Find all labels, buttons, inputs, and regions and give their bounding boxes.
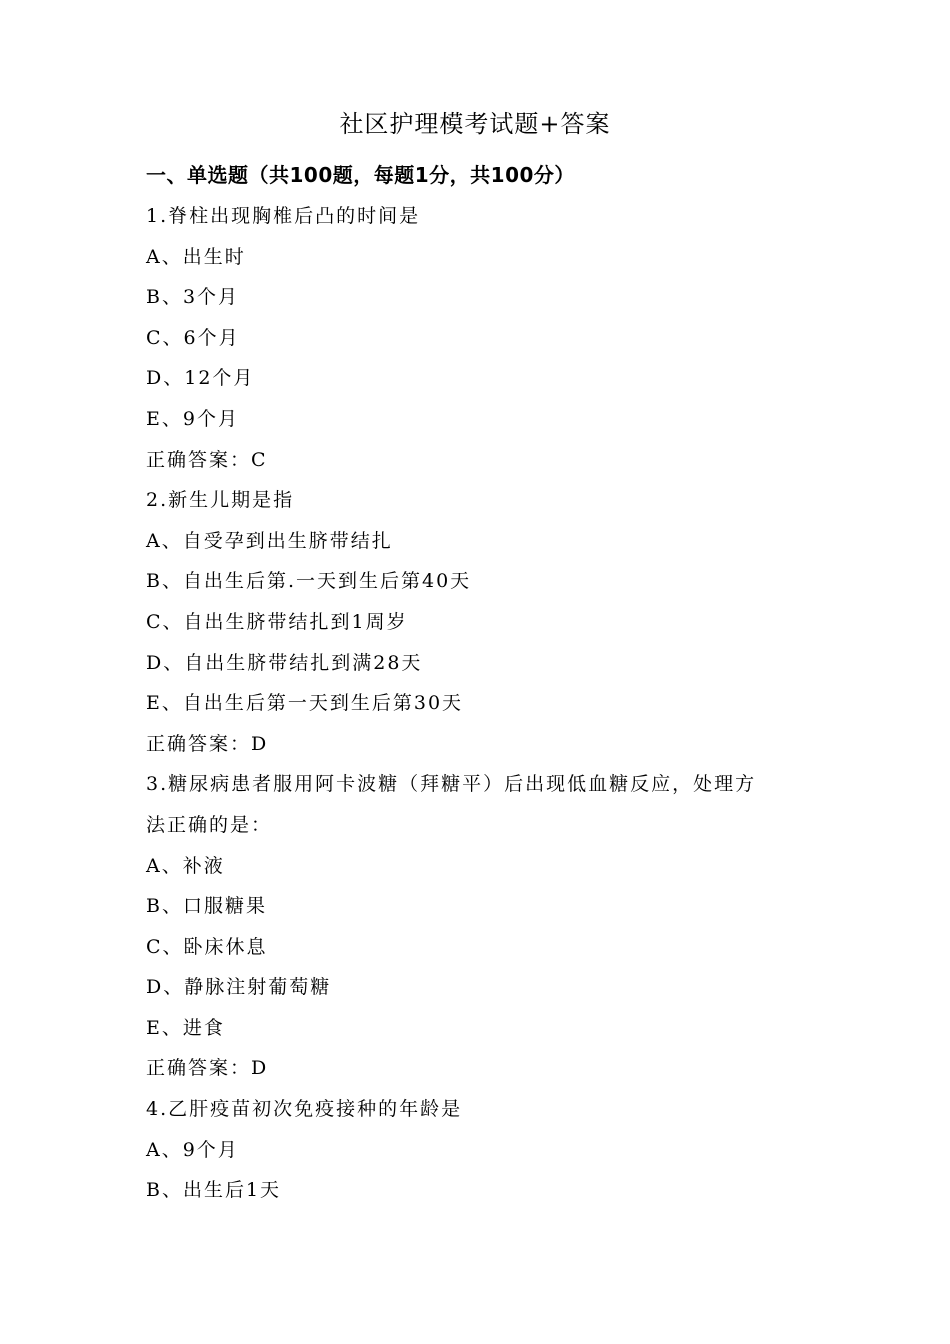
option-a: A、9个月 xyxy=(146,1138,239,1161)
section-heading: 一、单选题（共100题，每题1分，共100分） xyxy=(146,163,575,187)
answer: 正确答案：D xyxy=(146,732,269,755)
option-d: D、静脉注射葡萄糖 xyxy=(146,976,332,999)
question-stem: 3.糖尿病患者服用阿卡波糖（拜糖平）后出现低血糖反应，处理方 xyxy=(146,773,757,796)
option-e: E、9个月 xyxy=(146,407,239,430)
question-stem: 1.脊柱出现胸椎后凸的时间是 xyxy=(146,205,421,227)
option-b: B、3个月 xyxy=(146,286,240,309)
option-c: C、6个月 xyxy=(146,326,240,349)
option-c: C、自出生脐带结扎到1周岁 xyxy=(146,610,408,633)
option-b: B、自出生后第.一天到生后第40天 xyxy=(146,570,472,593)
option-e: E、自出生后第一天到生后第30天 xyxy=(146,692,464,715)
question-stem: 2.新生儿期是指 xyxy=(146,489,295,512)
option-d: D、12个月 xyxy=(146,367,255,390)
option-a: A、出生时 xyxy=(146,245,246,268)
answer: 正确答案：D xyxy=(146,1057,269,1080)
option-d: D、自出生脐带结扎到满28天 xyxy=(146,651,423,674)
question-stem-continued: 法正确的是： xyxy=(146,813,273,836)
question-list xyxy=(146,196,826,1211)
question-stem: 4.乙肝疫苗初次免疫接种的年龄是 xyxy=(146,1098,463,1121)
option-a: A、补液 xyxy=(146,854,225,877)
option-b: B、出生后1天 xyxy=(146,1179,282,1202)
option-a: A、自受孕到出生脐带结扎 xyxy=(146,529,393,552)
option-b: B、口服糖果 xyxy=(146,895,267,918)
answer: 正确答案：C xyxy=(146,448,268,471)
document-title: 社区护理模考试题+答案 xyxy=(339,110,611,138)
option-c: C、卧床休息 xyxy=(146,935,268,958)
option-e: E、进食 xyxy=(146,1016,225,1039)
